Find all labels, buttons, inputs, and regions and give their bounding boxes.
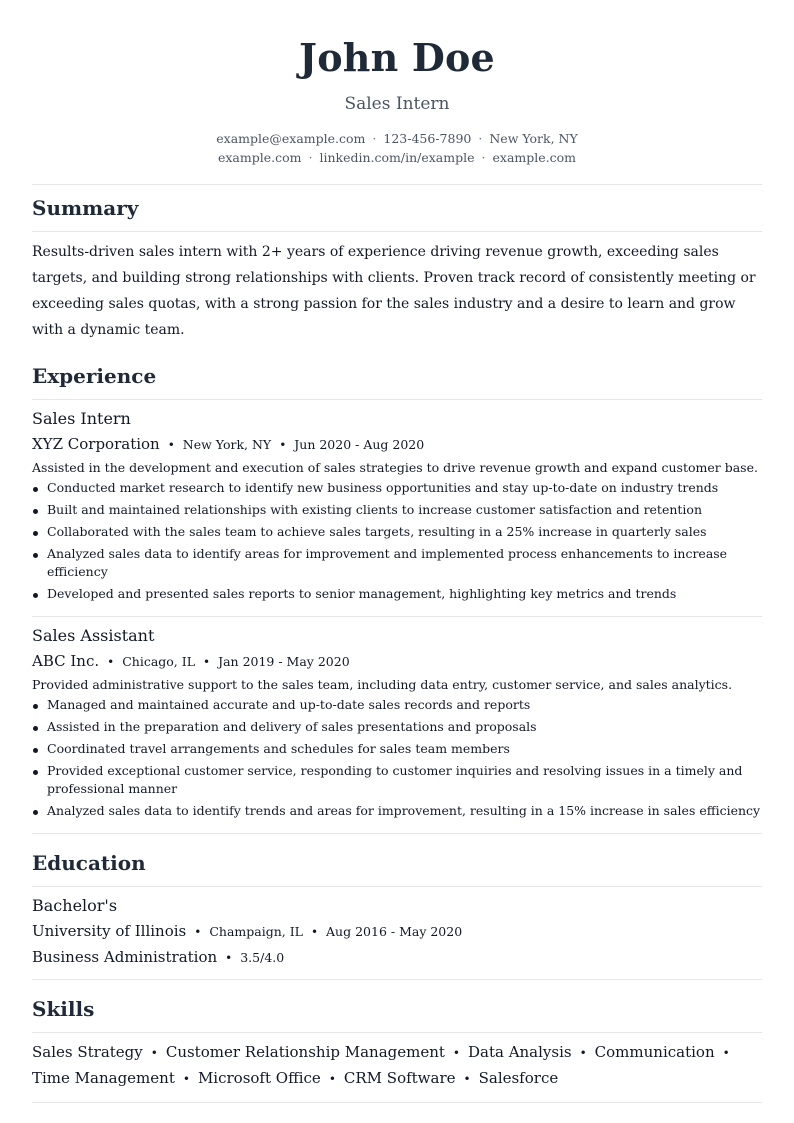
skills-line-2 [32,1066,762,1092]
bullet-separator: • [107,655,115,669]
job-title: Sales Assistant [32,626,155,645]
job-meta [32,433,762,456]
contact-info [32,129,762,167]
list-item: Collaborated with the sales team to achieve sales targets, resulting in a 25% increase in quarterly sales [32,523,762,541]
section-heading-summary: Summary [32,196,139,220]
divider [32,1102,762,1103]
skills-section [32,986,762,1103]
job-dates: Jun 2020 - Aug 2020 [294,437,425,452]
company-name: XYZ Corporation [32,435,160,453]
education-section [32,840,762,980]
job-title: Sales Intern [32,409,131,428]
email-link[interactable]: example@example.com [216,131,366,146]
gpa: 3.5/4.0 [240,950,285,965]
bullet-separator: • [579,1046,587,1060]
summary-section [32,185,762,343]
bullet-separator: • [167,438,175,452]
skill-item [198,1069,344,1087]
bullet-separator: • [225,951,233,965]
job-bullets [32,696,762,820]
candidate-name: John Doe [299,35,495,80]
list-item: Assisted in the preparation and delivery of sales presentations and proposals [32,718,762,736]
section-heading-education: Education [32,851,146,875]
skill-label: Microsoft Office [197,1069,321,1087]
skill-label: Time Management [32,1069,175,1087]
education-entry [32,887,762,979]
skill-label: Communication [594,1043,715,1061]
skill-item [595,1043,738,1061]
job-entry [32,617,762,830]
divider [32,833,762,834]
list-item: Provided exceptional customer service, responding to customer inquiries and resolving issues in a timely and professional manner [32,762,762,798]
school-name: University of Illinois [32,922,187,940]
bullet-separator: • [452,1046,460,1060]
job-location: Chicago, IL [122,654,195,669]
education-field-line [32,946,762,969]
list-item: Developed and presented sales reports to senior management, highlighting key metrics and trends [32,585,762,603]
portfolio-link[interactable]: example.com [492,150,577,165]
candidate-title: Sales Intern [344,94,450,114]
bullet-separator: • [463,1072,471,1086]
bullet-separator: • [722,1046,730,1060]
list-item: Built and maintained relationships with existing clients to increase customer satisfaction and retention [32,501,762,519]
divider [32,979,762,980]
bullet-separator: • [310,925,319,939]
list-item: Analyzed sales data to identify areas for improvement and implemented process enhancements to increase efficiency [32,545,762,581]
job-summary: Assisted in the development and execution of sales strategies to drive revenue growth and expand customer base. [32,460,758,475]
list-item: Coordinated travel arrangements and schedules for sales team members [32,740,762,758]
list-item: Conducted market research to identify new business opportunities and stay up-to-date on industry trends [32,479,762,497]
skill-item [166,1043,468,1061]
contact-line-1 [32,129,762,148]
contact-separator: · [478,131,483,146]
skill-item [479,1069,559,1087]
list-item: Analyzed sales data to identify trends and areas for improvement, resulting in a 15% increase in sales efficiency [32,802,762,820]
school-location: Champaign, IL [209,924,303,939]
skill-label: Customer Relationship Management [165,1043,445,1061]
contact-separator: · [308,150,313,165]
job-meta [32,650,762,673]
job-location: New York, NY [182,437,272,452]
list-item: Managed and maintained accurate and up-to-date sales records and reports [32,696,762,714]
company-name: ABC Inc. [32,652,100,670]
contact-separator: · [372,131,377,146]
skill-item [344,1069,479,1087]
bullet-separator: • [182,1072,190,1086]
resume-header [32,36,762,167]
bullet-separator: • [279,438,287,452]
skill-label: Data Analysis [467,1043,572,1061]
location: New York, NY [489,131,578,146]
bullet-separator: • [328,1072,336,1086]
skills-line-1 [32,1040,762,1066]
skill-label: CRM Software [343,1069,456,1087]
skill-item [32,1043,166,1061]
job-entry [32,400,762,613]
education-dates: Aug 2016 - May 2020 [326,924,463,939]
skill-label: Sales Strategy [32,1043,143,1061]
job-bullets [32,479,762,603]
bullet-separator: • [194,925,202,939]
bullet-separator: • [150,1046,158,1060]
website-link[interactable]: example.com [217,150,302,165]
degree: Bachelor's [32,896,118,915]
experience-section [32,353,762,834]
section-heading-skills: Skills [32,997,95,1021]
linkedin-link[interactable]: linkedin.com/in/example [319,150,475,165]
bullet-separator: • [203,655,211,669]
divider [32,231,762,232]
section-heading-experience: Experience [32,364,157,388]
summary-text: Results-driven sales intern with 2+ years of experience driving revenue growth, exceeding sales targets, and building strong relationships with clients. Proven track record of consistently meeting or exceeding sales quotas, with a strong passion for the sales industry and a desire to learn and grow with a dynamic team. [32,244,756,338]
job-dates: Jan 2019 - May 2020 [218,654,350,669]
job-summary: Provided administrative support to the sales team, including data entry, customer service, and sales analytics. [32,677,733,692]
education-meta [32,920,762,943]
skill-item [32,1069,198,1087]
phone-number: 123-456-7890 [383,131,472,146]
field-of-study: Business Administration [32,948,218,966]
contact-separator: · [481,150,486,165]
skill-item [468,1043,595,1061]
skill-label: Salesforce [478,1069,559,1087]
skills-list [32,1033,762,1102]
contact-line-2 [32,148,762,167]
